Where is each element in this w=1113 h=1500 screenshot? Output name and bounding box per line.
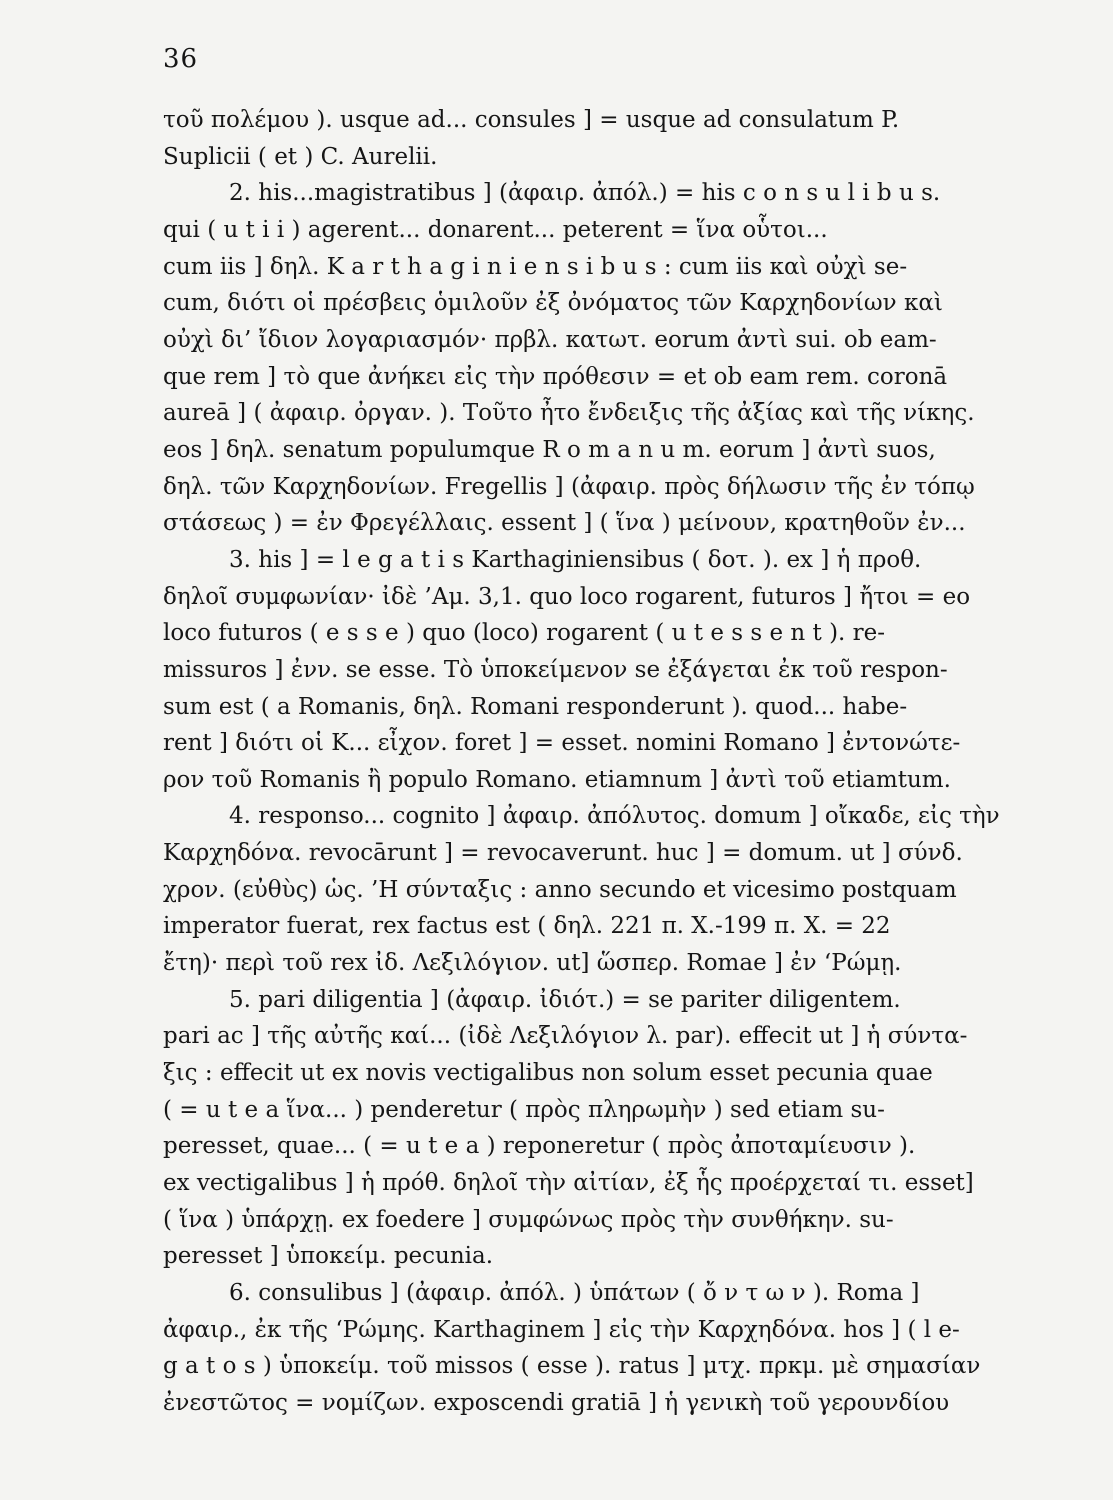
text-line: imperator fuerat, rex factus est ( δηλ. 221 π. Χ.-199 π. Χ. = 22 xyxy=(163,913,891,940)
page-number: 36 xyxy=(163,44,199,74)
text-line: οὐχὶ δι’ ἴδιον λογαριασμόν· πρβλ. κατωτ. eorum ἀντὶ sui. ob eam- xyxy=(163,326,937,353)
text-line: ἔτη)· περὶ τοῦ rex ἰδ. Λεξιλόγιον. ut] ὥσπερ. Romae ] ἐν ‘Ρώμῃ. xyxy=(163,950,902,977)
text-line: χρον. (εὐθὺς) ὡς. ’Η σύνταξις : anno secundo et vicesimo postquam xyxy=(163,876,957,903)
text-line: 3. his ] = l e g a t i s Karthaginiensibus ( δοτ. ). ex ] ἡ προθ. xyxy=(229,546,922,573)
text-line: ἀφαιρ., ἐκ τῆς ‘Ρώμης. Karthaginem ] εἰς τὴν Καρχηδόνα. hos ] ( l e- xyxy=(163,1316,960,1343)
text-line: ξις : effecit ut ex novis vectigalibus non solum esset pecunia quae xyxy=(163,1060,933,1087)
text-line: ( = u t e a ἵνα... ) penderetur ( πρὸς πληρωμὴν ) sed etiam su- xyxy=(163,1096,885,1123)
text-line: aureā ] ( ἀφαιρ. ὀργαν. ). Τοῦτο ἦτο ἔνδειξις τῆς ἀξίας καὶ τῆς νίκης. xyxy=(163,400,975,427)
text-line: Suplicii ( et ) C. Aurelii. xyxy=(163,143,438,170)
text-line: peresset, quae... ( = u t e a ) reponeretur ( πρὸς ἀποταμίευσιν ). xyxy=(163,1133,916,1160)
text-line: στάσεως ) = ἐν Φρεγέλλαις. essent ] ( ἵνα ) μείνουν, κρατηθοῦν ἐν... xyxy=(163,510,966,537)
text-line: sum est ( a Romanis, δηλ. Romani responderunt ). quod... habe- xyxy=(163,693,908,720)
text-line: loco futuros ( e s s e ) quo (loco) rogarent ( u t e s s e n t ). re- xyxy=(163,620,886,647)
text-line: rent ] διότι οἱ Κ... εἶχον. foret ] = esset. nomini Romano ] ἐντονώτε- xyxy=(163,730,961,757)
text-line: qui ( u t i i ) agerent... donarent... peterent = ἵνα οὗτοι... xyxy=(163,216,828,243)
text-line: 4. responso... cognito ] ἀφαιρ. ἀπόλυτος. domum ] οἴκαδε, εἰς τὴν xyxy=(229,803,1000,830)
text-line: ( ἵνα ) ὑπάρχῃ. ex foedere ] συμφώνως πρὸς τὴν συνθήκην. su- xyxy=(163,1206,894,1233)
text-line: ἐνεστῶτος = νομίζων. exposcendi gratiā ] ἡ γενικὴ τοῦ γερουνδίου xyxy=(163,1389,950,1416)
text-line: g a t o s ) ὑποκείμ. τοῦ missos ( esse ). ratus ] μτχ. πρκμ. μὲ σημασίαν xyxy=(163,1353,981,1380)
text-line: cum, διότι οἱ πρέσβεις ὁμιλοῦν ἐξ ὀνόματος τῶν Καρχηδονίων καὶ xyxy=(163,290,943,317)
text-line: δηλ. τῶν Καρχηδονίων. Fregellis ] (ἀφαιρ. πρὸς δήλωσιν τῆς ἐν τόπῳ xyxy=(163,473,975,500)
text-line: missuros ] ἐνν. se esse. Τὸ ὑποκείμενον se ἐξάγεται ἐκ τοῦ respon- xyxy=(163,656,948,683)
text-line: eos ] δηλ. senatum populumque R o m a n u m. eorum ] ἀντὶ suos, xyxy=(163,436,936,463)
text-line: Καρχηδόνα. revocārunt ] = revocaverunt. huc ] = domum. ut ] σύνδ. xyxy=(163,840,963,867)
text-line: τοῦ πολέμου ). usque ad... consules ] = usque ad consulatum P. xyxy=(163,107,900,133)
text-line: cum iis ] δηλ. K a r t h a g i n i e n s i b u s : cum iis καὶ οὐχὶ se- xyxy=(163,253,908,280)
text-line: que rem ] τὸ que ἀνήκει εἰς τὴν πρόθεσιν = et ob eam rem. coronā xyxy=(163,363,948,390)
text-line: 6. consulibus ] (ἀφαιρ. ἀπόλ. ) ὑπάτων ( ὄ ν τ ω ν ). Roma ] xyxy=(229,1280,920,1306)
text-line: 2. his...magistratibus ] (ἀφαιρ. ἀπόλ.) = his c o n s u l i b u s. xyxy=(229,180,941,207)
text-line: ex vectigalibus ] ἡ πρόθ. δηλοῖ τὴν αἰτίαν, ἐξ ἧς προέρχεταί τι. esset] xyxy=(163,1170,974,1197)
text-line: 5. pari diligentia ] (ἀφαιρ. ἰδιότ.) = se pariter diligentem. xyxy=(229,986,901,1013)
text-line: peresset ] ὑποκείμ. pecunia. xyxy=(163,1243,494,1270)
commentary-text xyxy=(163,102,1048,1422)
text-line: pari ac ] τῆς αὐτῆς καί... (ἰδὲ Λεξιλόγιον λ. par). effecit ut ] ἡ σύντα- xyxy=(163,1023,968,1050)
text-line: ρον τοῦ Romanis ἢ populo Romano. etiamnum ] ἀντὶ τοῦ etiamtum. xyxy=(163,766,951,793)
text-line: δηλοῖ συμφωνίαν· ἰδὲ ’Αμ. 3,1. quo loco rogarent, futuros ] ἤτοι = eo xyxy=(163,583,971,610)
